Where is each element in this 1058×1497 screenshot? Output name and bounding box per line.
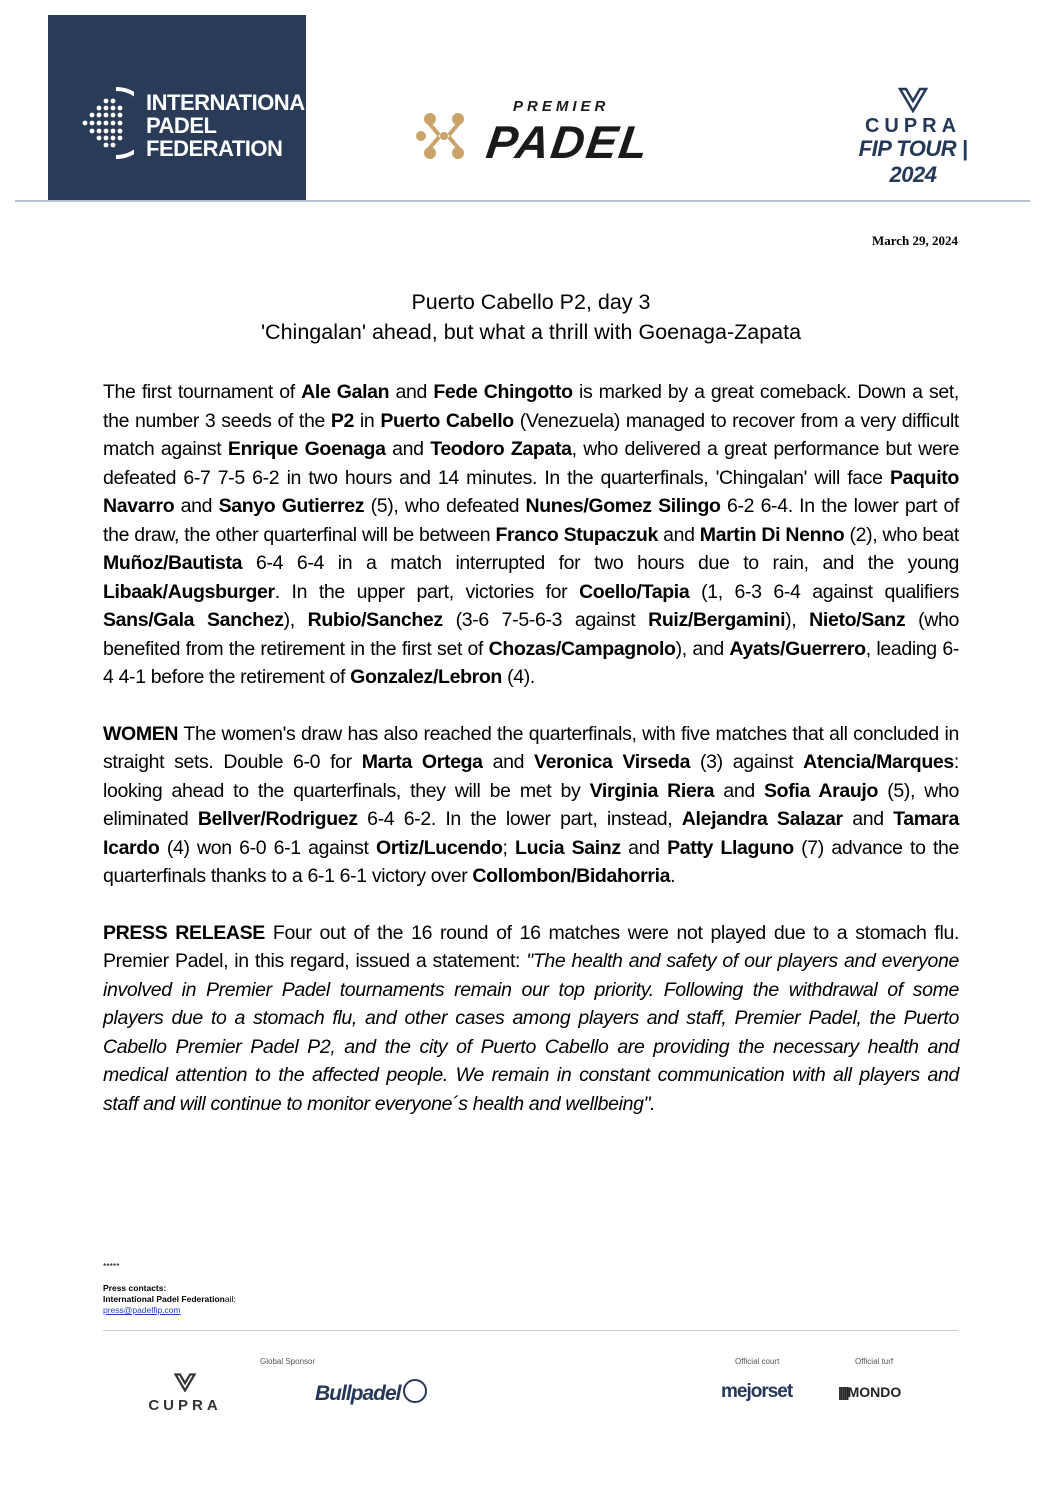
fip-tour-label: FIP TOUR | 2024 [858, 136, 968, 187]
cupra-label: CUPRA [864, 115, 962, 137]
ipf-line-2: PADEL [146, 113, 217, 138]
ipf-line-1: INTERNATIONAL [146, 90, 318, 115]
cupra-emblem-icon [898, 87, 928, 113]
official-court-label: Official court [735, 1357, 780, 1366]
bullpadel-logo [315, 1379, 427, 1406]
cupra-emblem-icon [174, 1373, 196, 1392]
paragraph-press-release: PRESS RELEASE Four out of the 16 round of 16 matches were not played due to a stomach flu. Premier Padel, in this regard, issued a statement: "The health and safety of our players and everyone involved in Premier Padel tournaments remain our top priority. Following the withdrawal of some players due to a stomach flu, and other cases among players and staff, Premier Padel, the Puerto Cabello Premier Padel P2, and the city of Puerto Cabello are providing the necessary health and medical attention to the affected people. We remain in constant communication with all players and staff and will continue to monitor everyone´s health and wellbeing". [103, 921, 960, 1115]
article-body [103, 378, 959, 1146]
paragraph-men: The first tournament of Ale Galan and Fede Chingotto is marked by a great comeback. Down a set, the number 3 seeds of the P2 in Puerto Cabello (Venezuela) managed to recover from a very difficult match against Enrique Goenaga and Teodoro Zapata, who delivered a great performance but were defeated 6-7 7-5 6-2 in two hours and 14 minutes. In the quarterfinals, 'Chingalan' will face Paquito Navarro and Sanyo Gutierrez (5), who defeated Nunes/Gomez Silingo 6-2 6-4. In the lower part of the draw, the other quarterfinal will be between Franco Stupaczuk and Martin Di Nenno (2), who beat Muñoz/Bautista 6-4 6-4 in a match interrupted for two hours due to rain, and the young Libaak/Augsburger. In the upper part, victories for Coello/Tapia (1, 6-3 6-4 against qualifiers Sans/Gala Sanchez), Rubio/Sanchez (3-6 7-5-6-3 against Ruiz/Bergamini), Nieto/Sanz (who benefited from the retirement in the first set of Chozas/Campagnolo), and Ayats/Guerrero, leading 6-4 4-1 before the retirement of Gonzalez/Lebron (4). [103, 381, 960, 688]
premier-padel-logo [415, 97, 705, 167]
premier-label: PREMIER [513, 98, 610, 115]
contact-email-link[interactable]: press@padelfip.com [103, 1305, 181, 1315]
ipf-logo [48, 15, 318, 200]
padel-label: PADEL [483, 116, 654, 168]
mondo-logo: |||||MONDO [838, 1384, 902, 1400]
cupra-fip-tour-logo [833, 87, 993, 187]
press-contacts [103, 1261, 236, 1316]
bullpadel-label: Bullpadel [315, 1382, 401, 1405]
paragraph-women: WOMEN The women's draw has also reached the quarterfinals, with five matches that all concluded in straight sets. Double 6-0 for Marta Ortega and Veronica Virseda (3) against Atencia/Marques: looking ahead to the quarterfinals, they will be met by Virginia Riera and Sofia Araujo (5), who eliminated Bellver/Rodriguez 6-4 6-2. In the lower part, instead, Alejandra Salazar and Tamara Icardo (4) won 6-0 6-1 against Ortiz/Lucendo; Lucia Sainz and Patty Llaguno (7) advance to the quarterfinals thanks to a 6-1 6-1 victory over Collombon/Bidahorria. [103, 722, 960, 887]
cupra-sponsor-label: CUPRA [148, 1397, 222, 1414]
title-line-1: Puerto Cabello P2, day 3 [411, 290, 651, 314]
headline [103, 287, 959, 347]
contacts-org-tail: ail: [224, 1294, 236, 1304]
padel-ball-icon [76, 85, 134, 161]
mondo-label: MONDO [847, 1384, 902, 1400]
release-date: March 29, 2024 [871, 233, 958, 248]
bullpadel-badge-icon [403, 1379, 427, 1403]
sponsors-footer [103, 1330, 958, 1441]
ipf-line-3: FEDERATION [146, 136, 283, 161]
premier-padel-flower-icon [415, 107, 473, 165]
cupra-sponsor-logo [140, 1373, 230, 1414]
global-sponsor-label: Global Sponsor [260, 1357, 316, 1366]
mejorset-logo: mejorset [721, 1381, 793, 1402]
official-turf-label: Official turf [855, 1357, 894, 1366]
separator-stars: ***** [103, 1261, 120, 1271]
contacts-label: Press contacts: [103, 1283, 167, 1293]
title-line-2: 'Chingalan' ahead, but what a thrill with Goenaga-Zapata [260, 320, 802, 344]
contacts-org: International Padel Federation [103, 1294, 225, 1304]
header [15, 15, 1030, 202]
ipf-logo-text [146, 91, 318, 160]
